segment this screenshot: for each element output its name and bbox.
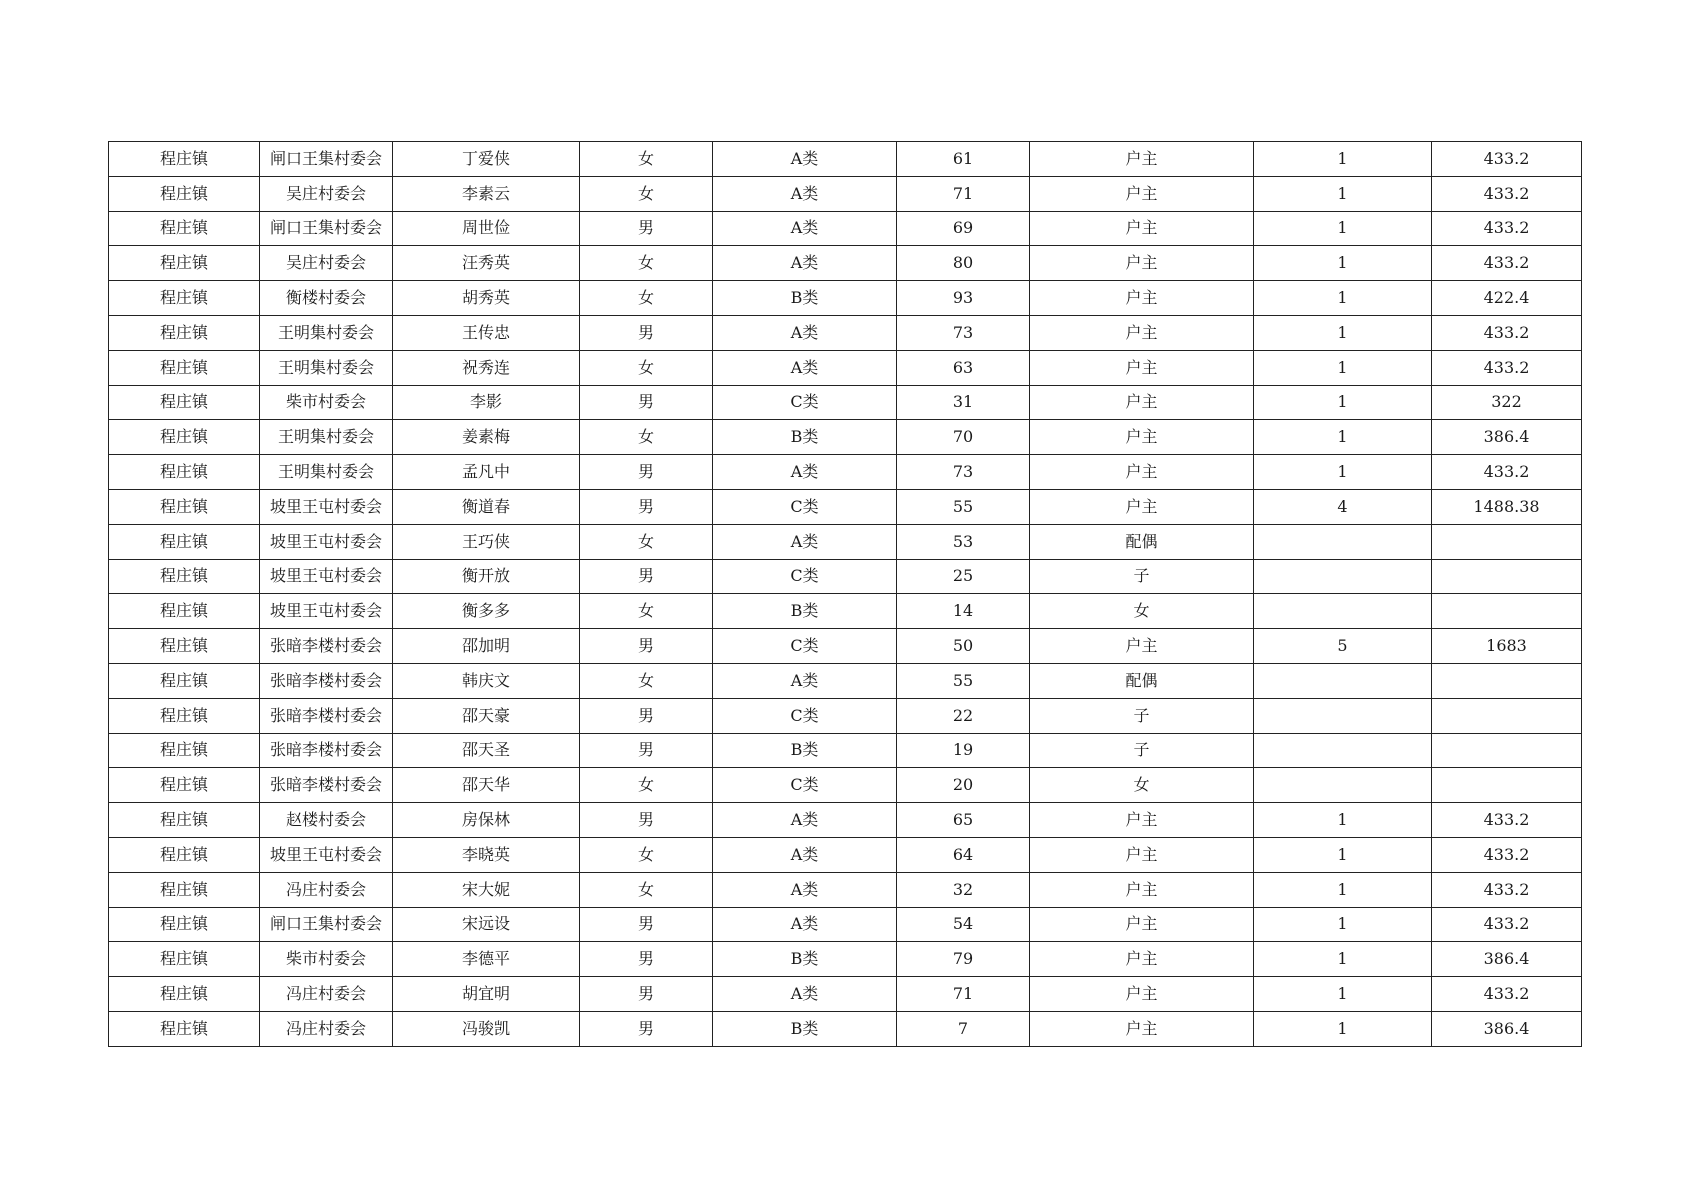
name-cell: 姜素梅 [393, 420, 580, 455]
amount-cell: 386.4 [1432, 942, 1582, 977]
relation-cell: 子 [1030, 698, 1254, 733]
village-cell: 坡里王屯村委会 [260, 559, 393, 594]
village-cell: 张暗李楼村委会 [260, 733, 393, 768]
table-row [109, 420, 1582, 455]
table-row [109, 489, 1582, 524]
town-cell: 程庄镇 [109, 663, 260, 698]
village-cell: 张暗李楼村委会 [260, 629, 393, 664]
category-cell: B类 [713, 281, 897, 316]
gender-cell: 女 [580, 142, 713, 177]
town-cell: 程庄镇 [109, 246, 260, 281]
household-size-cell: 1 [1254, 281, 1432, 316]
village-cell: 吴庄村委会 [260, 176, 393, 211]
village-cell: 闸口王集村委会 [260, 142, 393, 177]
household-size-cell: 1 [1254, 385, 1432, 420]
relation-cell: 户主 [1030, 176, 1254, 211]
category-cell: A类 [713, 350, 897, 385]
amount-cell: 422.4 [1432, 281, 1582, 316]
household-size-cell: 1 [1254, 1011, 1432, 1046]
name-cell: 衡多多 [393, 594, 580, 629]
village-cell: 张暗李楼村委会 [260, 768, 393, 803]
age-cell: 14 [897, 594, 1030, 629]
town-cell: 程庄镇 [109, 594, 260, 629]
household-size-cell [1254, 733, 1432, 768]
town-cell: 程庄镇 [109, 176, 260, 211]
age-cell: 80 [897, 246, 1030, 281]
gender-cell: 男 [580, 733, 713, 768]
table-row [109, 837, 1582, 872]
age-cell: 22 [897, 698, 1030, 733]
town-cell: 程庄镇 [109, 907, 260, 942]
age-cell: 31 [897, 385, 1030, 420]
table-row [109, 176, 1582, 211]
table-row [109, 872, 1582, 907]
village-cell: 吴庄村委会 [260, 246, 393, 281]
category-cell: B类 [713, 1011, 897, 1046]
age-cell: 73 [897, 315, 1030, 350]
town-cell: 程庄镇 [109, 629, 260, 664]
table-row [109, 281, 1582, 316]
table-row [109, 803, 1582, 838]
table-body [109, 142, 1582, 1047]
table-row [109, 663, 1582, 698]
village-cell: 张暗李楼村委会 [260, 698, 393, 733]
age-cell: 50 [897, 629, 1030, 664]
town-cell: 程庄镇 [109, 350, 260, 385]
amount-cell [1432, 733, 1582, 768]
village-cell: 柴市村委会 [260, 942, 393, 977]
category-cell: A类 [713, 872, 897, 907]
amount-cell: 433.2 [1432, 246, 1582, 281]
category-cell: A类 [713, 907, 897, 942]
name-cell: 韩庆文 [393, 663, 580, 698]
category-cell: A类 [713, 246, 897, 281]
household-size-cell: 1 [1254, 837, 1432, 872]
relation-cell: 户主 [1030, 142, 1254, 177]
household-size-cell: 1 [1254, 142, 1432, 177]
village-cell: 柴市村委会 [260, 385, 393, 420]
age-cell: 25 [897, 559, 1030, 594]
village-cell: 坡里王屯村委会 [260, 837, 393, 872]
amount-cell [1432, 663, 1582, 698]
relation-cell: 配偶 [1030, 663, 1254, 698]
amount-cell: 433.2 [1432, 176, 1582, 211]
category-cell: A类 [713, 176, 897, 211]
town-cell: 程庄镇 [109, 281, 260, 316]
amount-cell [1432, 768, 1582, 803]
relation-cell: 女 [1030, 594, 1254, 629]
relation-cell: 户主 [1030, 977, 1254, 1012]
category-cell: C类 [713, 559, 897, 594]
household-size-cell: 1 [1254, 315, 1432, 350]
relation-cell: 户主 [1030, 455, 1254, 490]
relation-cell: 户主 [1030, 420, 1254, 455]
age-cell: 54 [897, 907, 1030, 942]
table-row [109, 315, 1582, 350]
gender-cell: 女 [580, 768, 713, 803]
data-table [108, 141, 1582, 1047]
age-cell: 65 [897, 803, 1030, 838]
town-cell: 程庄镇 [109, 142, 260, 177]
name-cell: 李德平 [393, 942, 580, 977]
household-size-cell: 1 [1254, 907, 1432, 942]
table-row [109, 942, 1582, 977]
town-cell: 程庄镇 [109, 524, 260, 559]
town-cell: 程庄镇 [109, 872, 260, 907]
name-cell: 胡宜明 [393, 977, 580, 1012]
age-cell: 55 [897, 489, 1030, 524]
category-cell: A类 [713, 315, 897, 350]
gender-cell: 女 [580, 246, 713, 281]
village-cell: 冯庄村委会 [260, 872, 393, 907]
name-cell: 冯骏凯 [393, 1011, 580, 1046]
amount-cell: 433.2 [1432, 315, 1582, 350]
gender-cell: 男 [580, 385, 713, 420]
relation-cell: 子 [1030, 559, 1254, 594]
name-cell: 房保林 [393, 803, 580, 838]
household-size-cell: 1 [1254, 211, 1432, 246]
category-cell: B类 [713, 942, 897, 977]
amount-cell: 386.4 [1432, 420, 1582, 455]
gender-cell: 女 [580, 837, 713, 872]
relation-cell: 户主 [1030, 281, 1254, 316]
village-cell: 赵楼村委会 [260, 803, 393, 838]
table-row [109, 246, 1582, 281]
amount-cell: 433.2 [1432, 350, 1582, 385]
town-cell: 程庄镇 [109, 837, 260, 872]
age-cell: 7 [897, 1011, 1030, 1046]
relation-cell: 户主 [1030, 629, 1254, 664]
table-row [109, 698, 1582, 733]
amount-cell: 433.2 [1432, 803, 1582, 838]
gender-cell: 男 [580, 977, 713, 1012]
household-size-cell [1254, 768, 1432, 803]
village-cell: 王明集村委会 [260, 455, 393, 490]
village-cell: 张暗李楼村委会 [260, 663, 393, 698]
category-cell: C类 [713, 629, 897, 664]
household-size-cell: 1 [1254, 246, 1432, 281]
age-cell: 71 [897, 977, 1030, 1012]
age-cell: 79 [897, 942, 1030, 977]
name-cell: 宋大妮 [393, 872, 580, 907]
name-cell: 周世俭 [393, 211, 580, 246]
village-cell: 王明集村委会 [260, 420, 393, 455]
name-cell: 王传忠 [393, 315, 580, 350]
village-cell: 冯庄村委会 [260, 977, 393, 1012]
gender-cell: 女 [580, 524, 713, 559]
amount-cell: 386.4 [1432, 1011, 1582, 1046]
relation-cell: 户主 [1030, 872, 1254, 907]
town-cell: 程庄镇 [109, 733, 260, 768]
household-size-cell: 1 [1254, 455, 1432, 490]
age-cell: 19 [897, 733, 1030, 768]
name-cell: 孟凡中 [393, 455, 580, 490]
gender-cell: 女 [580, 350, 713, 385]
household-size-cell [1254, 698, 1432, 733]
age-cell: 55 [897, 663, 1030, 698]
relation-cell: 户主 [1030, 385, 1254, 420]
town-cell: 程庄镇 [109, 942, 260, 977]
gender-cell: 男 [580, 489, 713, 524]
category-cell: A类 [713, 211, 897, 246]
household-size-cell [1254, 559, 1432, 594]
age-cell: 64 [897, 837, 1030, 872]
name-cell: 邵天豪 [393, 698, 580, 733]
amount-cell [1432, 594, 1582, 629]
table-row [109, 768, 1582, 803]
household-size-cell: 1 [1254, 977, 1432, 1012]
gender-cell: 女 [580, 594, 713, 629]
amount-cell: 433.2 [1432, 907, 1582, 942]
gender-cell: 女 [580, 663, 713, 698]
category-cell: A类 [713, 837, 897, 872]
town-cell: 程庄镇 [109, 768, 260, 803]
town-cell: 程庄镇 [109, 489, 260, 524]
name-cell: 胡秀英 [393, 281, 580, 316]
relation-cell: 户主 [1030, 489, 1254, 524]
gender-cell: 男 [580, 907, 713, 942]
name-cell: 丁爱侠 [393, 142, 580, 177]
household-size-cell: 5 [1254, 629, 1432, 664]
name-cell: 邵加明 [393, 629, 580, 664]
amount-cell [1432, 524, 1582, 559]
age-cell: 73 [897, 455, 1030, 490]
amount-cell: 1488.38 [1432, 489, 1582, 524]
town-cell: 程庄镇 [109, 977, 260, 1012]
gender-cell: 男 [580, 559, 713, 594]
age-cell: 70 [897, 420, 1030, 455]
village-cell: 坡里王屯村委会 [260, 524, 393, 559]
village-cell: 坡里王屯村委会 [260, 594, 393, 629]
village-cell: 闸口王集村委会 [260, 907, 393, 942]
household-size-cell: 1 [1254, 176, 1432, 211]
town-cell: 程庄镇 [109, 1011, 260, 1046]
relation-cell: 户主 [1030, 211, 1254, 246]
village-cell: 闸口王集村委会 [260, 211, 393, 246]
table-row [109, 559, 1582, 594]
amount-cell: 1683 [1432, 629, 1582, 664]
amount-cell: 433.2 [1432, 837, 1582, 872]
category-cell: C类 [713, 768, 897, 803]
gender-cell: 男 [580, 315, 713, 350]
relation-cell: 户主 [1030, 1011, 1254, 1046]
relation-cell: 配偶 [1030, 524, 1254, 559]
name-cell: 邵天圣 [393, 733, 580, 768]
amount-cell: 433.2 [1432, 142, 1582, 177]
town-cell: 程庄镇 [109, 559, 260, 594]
name-cell: 李晓英 [393, 837, 580, 872]
name-cell: 汪秀英 [393, 246, 580, 281]
household-size-cell: 1 [1254, 420, 1432, 455]
household-size-cell: 4 [1254, 489, 1432, 524]
relation-cell: 户主 [1030, 315, 1254, 350]
category-cell: C类 [713, 698, 897, 733]
gender-cell: 男 [580, 455, 713, 490]
town-cell: 程庄镇 [109, 698, 260, 733]
relation-cell: 户主 [1030, 246, 1254, 281]
category-cell: A类 [713, 803, 897, 838]
table-row [109, 1011, 1582, 1046]
category-cell: A类 [713, 455, 897, 490]
amount-cell: 322 [1432, 385, 1582, 420]
gender-cell: 女 [580, 176, 713, 211]
table-row [109, 455, 1582, 490]
town-cell: 程庄镇 [109, 455, 260, 490]
gender-cell: 女 [580, 281, 713, 316]
category-cell: A类 [713, 524, 897, 559]
name-cell: 李影 [393, 385, 580, 420]
table-row [109, 524, 1582, 559]
name-cell: 祝秀连 [393, 350, 580, 385]
name-cell: 王巧侠 [393, 524, 580, 559]
name-cell: 衡开放 [393, 559, 580, 594]
age-cell: 20 [897, 768, 1030, 803]
category-cell: A类 [713, 142, 897, 177]
relation-cell: 户主 [1030, 350, 1254, 385]
relation-cell: 子 [1030, 733, 1254, 768]
village-cell: 坡里王屯村委会 [260, 489, 393, 524]
gender-cell: 男 [580, 698, 713, 733]
category-cell: B类 [713, 733, 897, 768]
household-size-cell: 1 [1254, 872, 1432, 907]
table-row [109, 594, 1582, 629]
age-cell: 32 [897, 872, 1030, 907]
amount-cell: 433.2 [1432, 455, 1582, 490]
category-cell: C类 [713, 489, 897, 524]
household-size-cell [1254, 663, 1432, 698]
town-cell: 程庄镇 [109, 385, 260, 420]
category-cell: B类 [713, 420, 897, 455]
town-cell: 程庄镇 [109, 315, 260, 350]
table-row [109, 733, 1582, 768]
table-row [109, 350, 1582, 385]
household-size-cell [1254, 524, 1432, 559]
name-cell: 衡道春 [393, 489, 580, 524]
age-cell: 71 [897, 176, 1030, 211]
table-row [109, 907, 1582, 942]
gender-cell: 男 [580, 803, 713, 838]
category-cell: A类 [713, 977, 897, 1012]
amount-cell [1432, 698, 1582, 733]
name-cell: 邵天华 [393, 768, 580, 803]
gender-cell: 女 [580, 420, 713, 455]
relation-cell: 户主 [1030, 942, 1254, 977]
relation-cell: 户主 [1030, 837, 1254, 872]
name-cell: 宋远设 [393, 907, 580, 942]
category-cell: C类 [713, 385, 897, 420]
amount-cell: 433.2 [1432, 872, 1582, 907]
amount-cell: 433.2 [1432, 211, 1582, 246]
town-cell: 程庄镇 [109, 420, 260, 455]
age-cell: 63 [897, 350, 1030, 385]
gender-cell: 男 [580, 1011, 713, 1046]
gender-cell: 女 [580, 872, 713, 907]
gender-cell: 男 [580, 211, 713, 246]
table-row [109, 977, 1582, 1012]
town-cell: 程庄镇 [109, 803, 260, 838]
age-cell: 61 [897, 142, 1030, 177]
gender-cell: 男 [580, 942, 713, 977]
village-cell: 王明集村委会 [260, 315, 393, 350]
table-row [109, 385, 1582, 420]
category-cell: B类 [713, 594, 897, 629]
category-cell: A类 [713, 663, 897, 698]
village-cell: 衡楼村委会 [260, 281, 393, 316]
household-size-cell: 1 [1254, 942, 1432, 977]
table-row [109, 629, 1582, 664]
household-size-cell: 1 [1254, 350, 1432, 385]
age-cell: 53 [897, 524, 1030, 559]
village-cell: 冯庄村委会 [260, 1011, 393, 1046]
town-cell: 程庄镇 [109, 211, 260, 246]
gender-cell: 男 [580, 629, 713, 664]
relation-cell: 户主 [1030, 907, 1254, 942]
table-row [109, 211, 1582, 246]
amount-cell: 433.2 [1432, 977, 1582, 1012]
household-size-cell: 1 [1254, 803, 1432, 838]
village-cell: 王明集村委会 [260, 350, 393, 385]
age-cell: 93 [897, 281, 1030, 316]
amount-cell [1432, 559, 1582, 594]
relation-cell: 户主 [1030, 803, 1254, 838]
age-cell: 69 [897, 211, 1030, 246]
name-cell: 李素云 [393, 176, 580, 211]
household-size-cell [1254, 594, 1432, 629]
table-row [109, 142, 1582, 177]
relation-cell: 女 [1030, 768, 1254, 803]
